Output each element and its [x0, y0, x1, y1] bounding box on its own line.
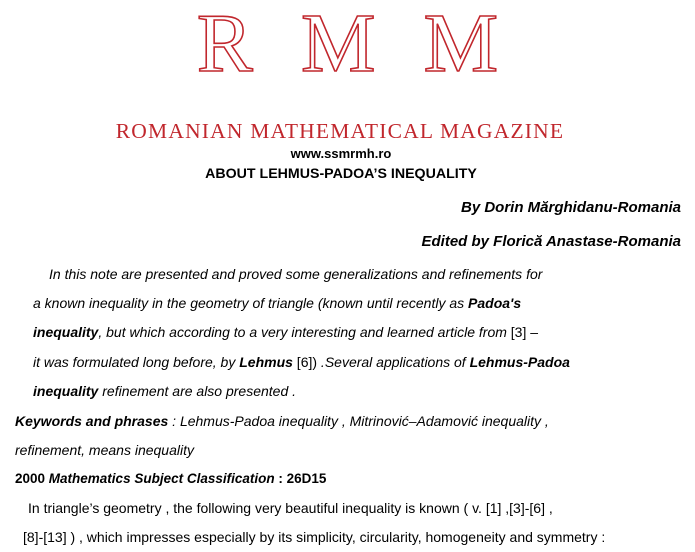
reference-6: [6]): [292, 354, 318, 370]
abstract-line-2: [33, 295, 521, 311]
magazine-name: ROMANIAN MATHEMATICAL MAGAZINE: [115, 119, 565, 143]
abstract-text: In this note are presented and proved some generalizations and refinements for: [49, 266, 543, 282]
logo-letter-r: R: [196, 0, 253, 90]
abstract-text: it was formulated long before, by: [33, 354, 240, 370]
logo-letter-m2: M: [423, 0, 499, 90]
keywords-label: Keywords and phrases: [15, 413, 169, 429]
abstract-line-1: [49, 266, 542, 282]
lehmus-padoa-term: Lehmus-Padoa: [469, 354, 570, 370]
msc-year: 2000: [15, 471, 49, 486]
website-link[interactable]: www.ssmrmh.ro: [290, 146, 392, 161]
body-line-1: In triangle’s geometry , the following very beautiful inequality is known ( v. [1] ,[3]-[6] ,: [28, 500, 553, 516]
keywords-line-2: refinement, means inequality: [15, 442, 194, 458]
body-line-2: [8]-[13] ) , which impresses especially by its simplicity, circularity, homogeneity and symmetry :: [23, 529, 606, 545]
inequality-term: inequality: [33, 383, 99, 399]
msc-label: Mathematics Subject Classification: [48, 471, 275, 486]
keywords-text: : Lehmus-Padoa inequality , Mitrinović–Adamović inequality ,: [168, 413, 549, 429]
rmm-logo: [0, 0, 695, 90]
author-line: By Dorin Mărghidanu-Romania: [460, 199, 681, 216]
abstract-text: refinement are also presented .: [98, 383, 297, 399]
abstract-line-5: [33, 383, 296, 399]
abstract-text: , but which according to a very interesting and learned article from: [98, 324, 511, 340]
lehmus-term: Lehmus: [239, 354, 293, 370]
reference-3: [3] –: [510, 324, 539, 340]
article-title: ABOUT LEHMUS-PADOA’S INEQUALITY: [205, 166, 477, 182]
msc-line: [15, 471, 326, 486]
msc-code: : 26D15: [274, 471, 327, 486]
padoa-term: Padoa's: [468, 295, 522, 311]
keywords-line-1: [15, 413, 549, 429]
abstract-text: a known inequality in the geometry of triangle (known until recently as: [33, 295, 469, 311]
logo-letter-m1: M: [300, 0, 376, 90]
abstract-line-4: [33, 354, 570, 370]
editor-line: Edited by Florică Anastase-Romania: [421, 233, 681, 250]
abstract-text: .Several applications of: [317, 354, 470, 370]
inequality-term: inequality: [33, 324, 99, 340]
abstract-line-3: [33, 324, 538, 340]
